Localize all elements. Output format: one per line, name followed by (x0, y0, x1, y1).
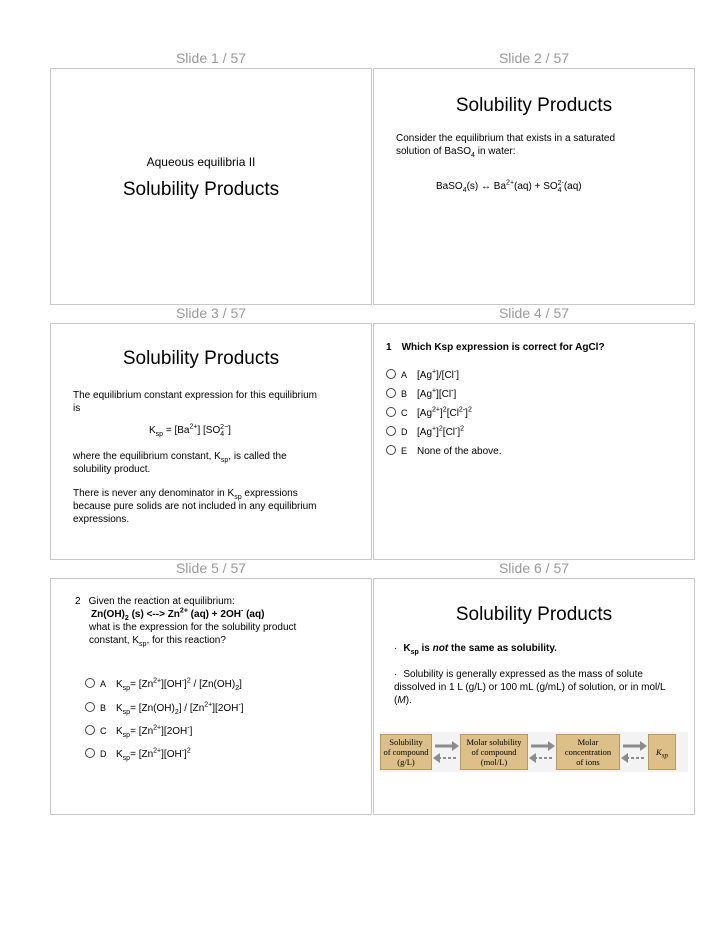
slide-2-title: Solubility Products (455, 95, 613, 116)
radio-icon[interactable] (85, 725, 95, 735)
slide-6-label: Slide 6 / 57 (498, 560, 570, 576)
slide-5-option-d[interactable]: D $K_{sp}= [Zn^{2+}][OH^-]^2$ (85, 748, 191, 760)
double-arrow-icon (432, 735, 460, 769)
flow-box-molar-concentration: Molar concentration of ions (556, 734, 620, 770)
slide-6-title: Solubility Products (455, 604, 613, 625)
option-expression: [Ag+]/[Cl-] (417, 368, 460, 381)
slide-5-option-c[interactable]: C $K_{sp}= [Zn^{2+}][2OH^-]$ (85, 725, 192, 737)
slide-6-bullet-2: · Solubility is generally expressed as the mass of solute dissolved in 1 L (g/L) or 100 mL (g/mL) of solution, or in mol/L (M). (394, 669, 666, 706)
flow-box-molar-solubility: Molar solubility of compound (mol/L) (460, 734, 528, 770)
slide-4-question: 1 Which Ksp expression is correct for AgCl? (386, 342, 605, 353)
slide-4-label: Slide 4 / 57 (498, 305, 570, 321)
radio-icon[interactable] (386, 369, 396, 379)
slide-4[interactable] (373, 323, 695, 560)
double-arrow-icon (620, 735, 648, 769)
flow-box-ksp: $K_{sp}$ (648, 734, 676, 770)
slide-5-option-a[interactable]: A $K_{sp}= [Zn^{2+}][OH^-]^2 / [Zn(OH)_2]$ (85, 678, 242, 690)
slide-4-option-e[interactable]: E None of the above. (386, 445, 502, 457)
slide-3[interactable] (50, 323, 372, 560)
option-expression: $[Ag^{2+}]^2[Cl^{2-}]^2$ (417, 406, 472, 419)
slide-2-label: Slide 2 / 57 (498, 50, 570, 66)
slide-4-option-a[interactable]: A [Ag+]/[Cl-] (386, 369, 459, 381)
radio-icon[interactable] (386, 407, 396, 417)
option-expression: None of the above. (417, 446, 502, 457)
slide-2-equation: BaSO$_4$(s) ↔ $Ba^{2+}(aq) + SO_4^{2-}(aq)$ (436, 179, 582, 194)
slide-3-label: Slide 3 / 57 (175, 305, 247, 321)
slide-1[interactable] (50, 68, 372, 305)
option-expression: [Ag+][Cl-] (417, 387, 457, 400)
slide-1-label: Slide 1 / 57 (175, 50, 247, 66)
slide-4-option-b[interactable]: B [Ag+][Cl-] (386, 388, 456, 400)
slide-1-title: Solubility Products (122, 179, 280, 200)
double-arrow-icon (528, 735, 556, 769)
slide-2[interactable] (373, 68, 695, 305)
option-expression: $[Ag^+]^2[Cl^-]^2$ (417, 425, 465, 438)
slide-5-label: Slide 5 / 57 (175, 560, 247, 576)
slide-4-option-c[interactable]: C $[Ag^{2+}]^2[Cl^{2-}]^2$ (386, 407, 472, 419)
slide-6-bullet-1: · $K_{sp}$ is not the same as solubility. (394, 643, 557, 656)
slide-1-subtitle: Aqueous equilibria II (146, 155, 256, 169)
slide-6[interactable] (373, 578, 695, 815)
slide-5-option-b[interactable]: B $K_{sp}= [Zn(OH)_2] / [Zn^{2+}][2OH^-]$ (85, 702, 244, 714)
slide-3-para-1: The equilibrium constant expression for this equilibrium is (73, 390, 318, 414)
slide-3-title: Solubility Products (122, 348, 280, 369)
slide-5[interactable] (50, 578, 372, 815)
radio-icon[interactable] (386, 388, 396, 398)
slide-4-option-d[interactable]: D $[Ag^+]^2[Cl^-]^2$ (386, 426, 464, 438)
slide-2-intro: Consider the equilibrium that exists in a saturated solution of BaSO$_4$ in water: (396, 133, 616, 159)
radio-icon[interactable] (85, 748, 95, 758)
slide-3-para-2: where the equilibrium constant, $K_{sp}$, is called the solubility product. (73, 451, 287, 475)
slide-3-para-3: There is never any denominator in $K_{sp}$ expressions because pure solids are not included in any equilibrium expressions. (73, 488, 317, 525)
flow-box-solubility: Solubility of compound (g/L) (380, 734, 432, 770)
slide-5-question: 2 Given the reaction at equilibrium: $Zn(OH)_2$ (s) <--> $Zn^{2+}$ (aq) + 2OH- (aq) what is the expression for the solubility product constant, $K_{sp}$, for this reaction? (75, 596, 297, 648)
radio-icon[interactable] (386, 445, 396, 455)
solubility-flow-diagram (380, 732, 688, 772)
radio-icon[interactable] (85, 702, 95, 712)
radio-icon[interactable] (386, 426, 396, 436)
radio-icon[interactable] (85, 678, 95, 688)
slide-3-ksp-expression: $K_{sp} = [Ba^{2+}]$ $[SO_4^{2-}]$ (149, 423, 231, 438)
